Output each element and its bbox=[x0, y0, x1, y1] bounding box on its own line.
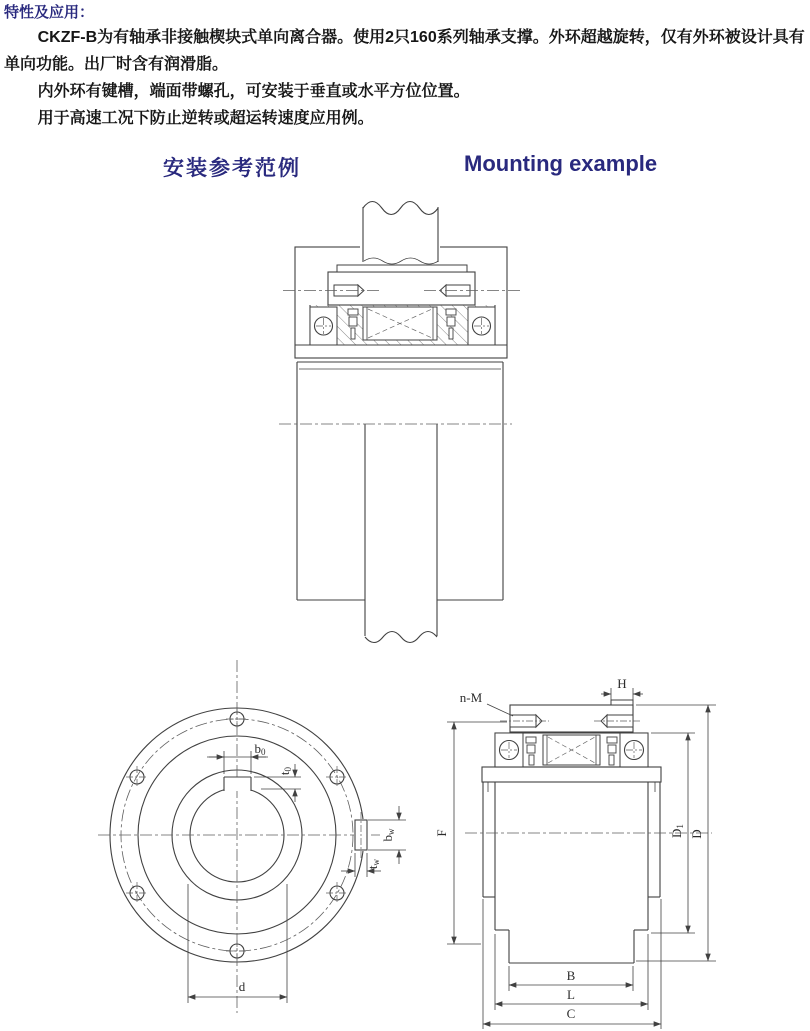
section-cylinder bbox=[465, 782, 712, 963]
mounting-example-drawing bbox=[279, 202, 521, 643]
dim-t0 bbox=[254, 764, 301, 802]
paragraph-description: CKZF-B为有轴承非接触楔块式单向离合器。使用2只160系列轴承支撑。外环超越旋转，仅有外环被设计具有单向功能。出厂时含有润滑脂。 bbox=[4, 29, 805, 73]
dim-h bbox=[601, 676, 643, 702]
dim-label-b0: b0 bbox=[254, 741, 266, 757]
dim-b0 bbox=[207, 741, 268, 774]
dim-label-tw: tw bbox=[365, 858, 381, 870]
dim-label-nm: n-M bbox=[459, 690, 483, 705]
dim-label-dd: D bbox=[689, 829, 704, 839]
paragraph-application: 用于高速工况下防止逆转或超运转速度应用例。 bbox=[37, 110, 374, 127]
dim-c bbox=[483, 899, 661, 1029]
dim-label-t0: t0 bbox=[277, 766, 293, 776]
dim-label-f: F bbox=[434, 829, 449, 837]
dim-label-d1: D1 bbox=[669, 824, 685, 838]
dim-label-bw: bw bbox=[380, 828, 396, 842]
dim-label-b: B bbox=[566, 968, 576, 983]
features-section-title: 特性及应用： bbox=[4, 4, 95, 21]
section-view-drawing bbox=[434, 676, 716, 1029]
output-sleeve bbox=[279, 362, 512, 643]
dim-label-c: C bbox=[566, 1006, 576, 1021]
inner-keyway bbox=[224, 777, 251, 791]
outer-keyway bbox=[354, 812, 368, 858]
dim-label-d: d bbox=[238, 979, 246, 994]
dim-label-h: H bbox=[617, 676, 627, 691]
dim-label-l: L bbox=[567, 987, 575, 1002]
heading-mounting-cn: 安装参考范例 bbox=[163, 157, 301, 180]
paragraph-keyway: 内外环有键槽，端面带螺孔，可安装于垂直或水平方位位置。 bbox=[37, 83, 470, 100]
dim-nm bbox=[460, 690, 513, 716]
section-tapped-holes bbox=[500, 715, 642, 727]
section-sprag-cage bbox=[526, 735, 617, 765]
heading-mounting-en: Mounting example bbox=[464, 151, 658, 176]
front-view-drawing bbox=[98, 660, 406, 1013]
